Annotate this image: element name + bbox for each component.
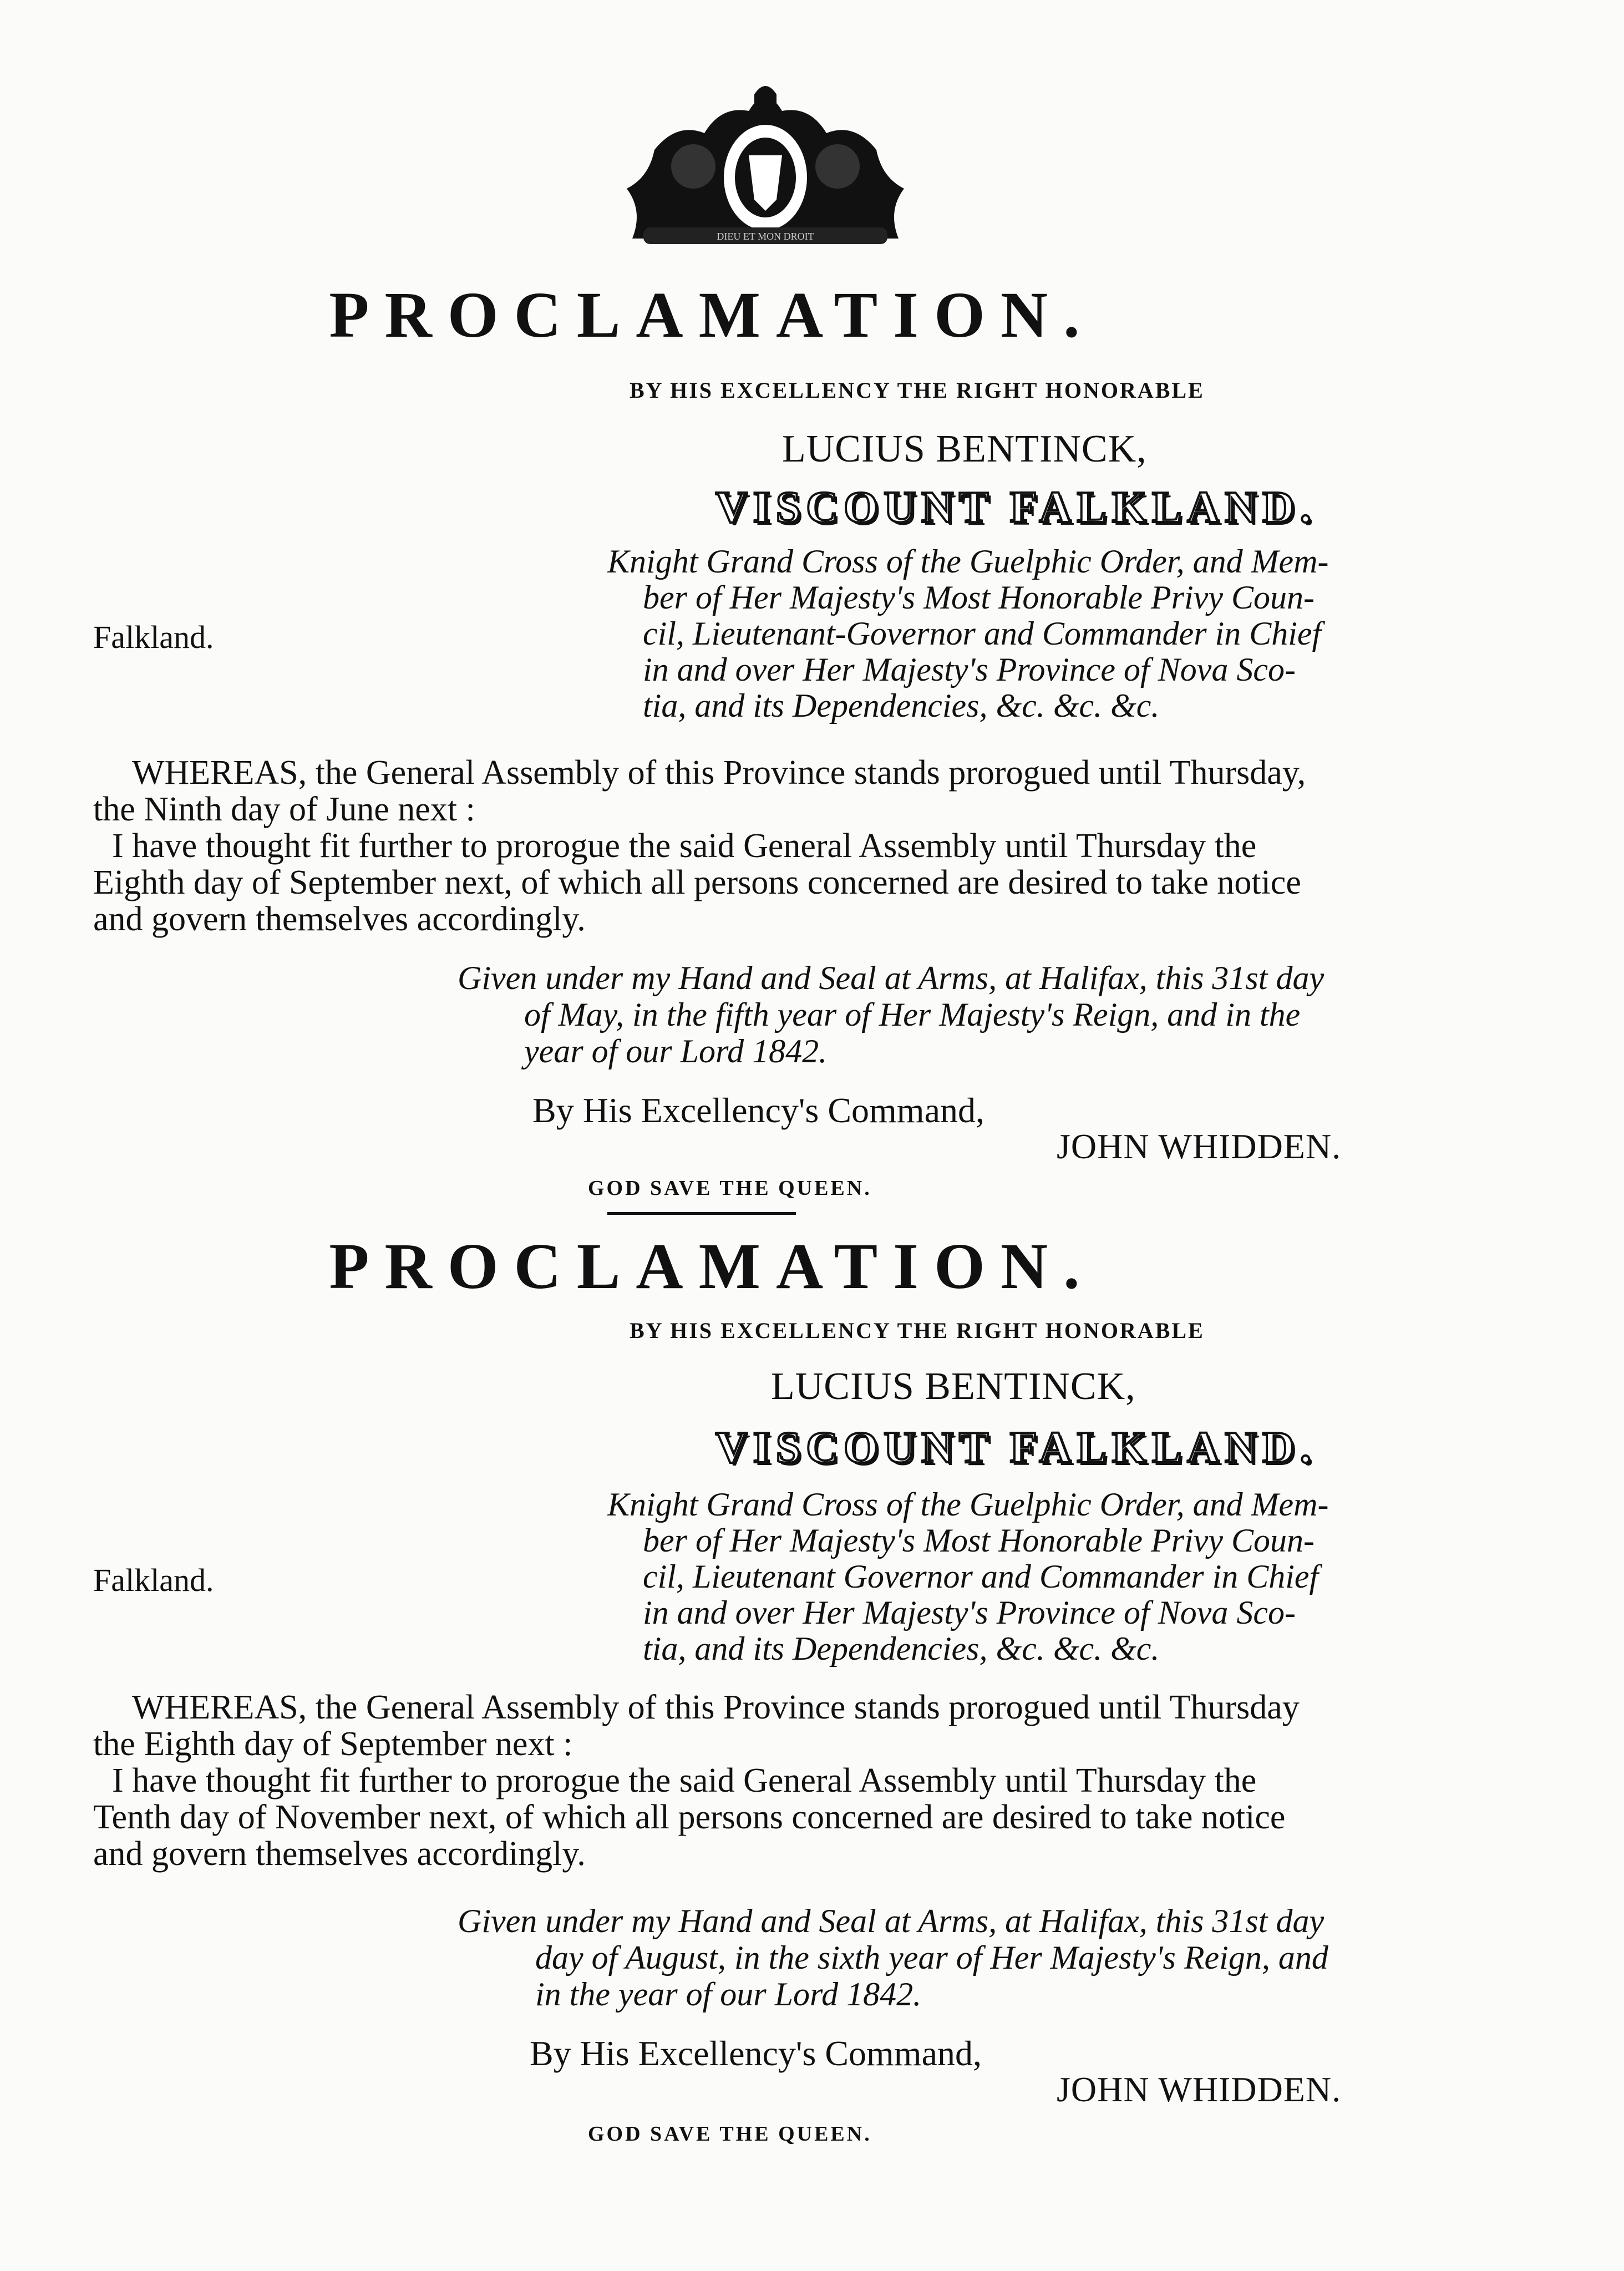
proclamation-body bbox=[93, 1689, 1413, 1872]
governor-name: LUCIUS BENTINCK, bbox=[782, 428, 1147, 470]
honours-line: cil, Lieutenant Governor and Commander in Chief bbox=[643, 1558, 1319, 1595]
proclamation-body bbox=[93, 754, 1413, 937]
body-line: WHEREAS, the General Assembly of this Province stands prorogued until Thursday, bbox=[132, 754, 1306, 792]
honours-line: ber of Her Majesty's Most Honorable Privy Coun- bbox=[643, 579, 1315, 616]
governor-name: LUCIUS BENTINCK, bbox=[771, 1365, 1136, 1408]
body-line: I have thought fit further to prorogue the said General Assembly until Thursday the bbox=[112, 1762, 1257, 1799]
given-line: of May, in the fifth year of Her Majesty's Reign, and in the bbox=[524, 996, 1301, 1033]
honours-line: ber of Her Majesty's Most Honorable Privy Coun- bbox=[643, 1522, 1315, 1559]
given-line: day of August, in the sixth year of Her Majesty's Reign, and bbox=[535, 1939, 1328, 1976]
given-line: Given under my Hand and Seal at Arms, at Halifax, this 31st day bbox=[458, 1903, 1324, 1939]
governor-signature: Falkland. bbox=[93, 1562, 214, 1598]
honours-line: in and over Her Majesty's Province of Nova Sco- bbox=[643, 651, 1296, 688]
proclamation-title: PROCLAMATION. bbox=[329, 1230, 1095, 1302]
honours-line: in and over Her Majesty's Province of Nova Sco- bbox=[643, 1594, 1296, 1631]
body-line: and govern themselves accordingly. bbox=[93, 1835, 586, 1873]
proclamation-title: PROCLAMATION. bbox=[329, 278, 1095, 351]
god-save-the-queen: GOD SAVE THE QUEEN. bbox=[588, 2122, 872, 2146]
body-line: WHEREAS, the General Assembly of this Province stands prorogued until Thursday bbox=[132, 1689, 1300, 1726]
given-under-hand bbox=[458, 1903, 1328, 2013]
secretary-signature: JOHN WHIDDEN. bbox=[1057, 2070, 1342, 2109]
given-line: Given under my Hand and Seal at Arms, at Halifax, this 31st day bbox=[458, 960, 1324, 996]
svg-text:DIEU ET MON DROIT: DIEU ET MON DROIT bbox=[717, 231, 814, 242]
viscount-title: VISCOUNT FALKLAND. bbox=[715, 483, 1317, 532]
god-save-the-queen: GOD SAVE THE QUEEN. bbox=[588, 1177, 872, 1200]
royal-arms-crest-icon bbox=[610, 72, 921, 255]
governor-signature: Falkland. bbox=[93, 619, 214, 655]
honours-line: cil, Lieutenant-Governor and Commander in Chief bbox=[643, 615, 1322, 652]
honours-line: Knight Grand Cross of the Guelphic Order, and Mem- bbox=[607, 543, 1329, 580]
body-line: I have thought fit further to prorogue the said General Assembly until Thursday the bbox=[112, 827, 1257, 865]
given-line: in the year of our Lord 1842. bbox=[535, 1976, 922, 2013]
honours-line: tia, and its Dependencies, &c. &c. &c. bbox=[643, 687, 1160, 724]
body-line: Tenth day of November next, of which all persons concerned are desired to take notice bbox=[93, 1798, 1286, 1836]
honours-line: Knight Grand Cross of the Guelphic Order, and Mem- bbox=[607, 1486, 1329, 1523]
honours-line: tia, and its Dependencies, &c. &c. &c. bbox=[643, 1630, 1160, 1667]
governor-honours bbox=[607, 544, 1445, 724]
body-line: the Ninth day of June next : bbox=[93, 790, 475, 828]
body-line: and govern themselves accordingly. bbox=[93, 900, 586, 938]
governor-honours bbox=[607, 1487, 1445, 1667]
body-line: Eighth day of September next, of which all persons concerned are desired to take notice bbox=[93, 864, 1301, 901]
byline: BY HIS EXCELLENCY THE RIGHT HONORABLE bbox=[630, 378, 1205, 403]
given-under-hand bbox=[458, 960, 1324, 1069]
secretary-signature: JOHN WHIDDEN. bbox=[1057, 1127, 1342, 1166]
divider-rule bbox=[607, 1212, 796, 1215]
by-command: By His Excellency's Command, bbox=[532, 1091, 984, 1130]
by-command: By His Excellency's Command, bbox=[530, 2034, 982, 2073]
body-line: the Eighth day of September next : bbox=[93, 1725, 573, 1763]
viscount-title: VISCOUNT FALKLAND. bbox=[715, 1423, 1317, 1472]
byline: BY HIS EXCELLENCY THE RIGHT HONORABLE bbox=[630, 1318, 1205, 1343]
given-line: year of our Lord 1842. bbox=[524, 1033, 828, 1069]
